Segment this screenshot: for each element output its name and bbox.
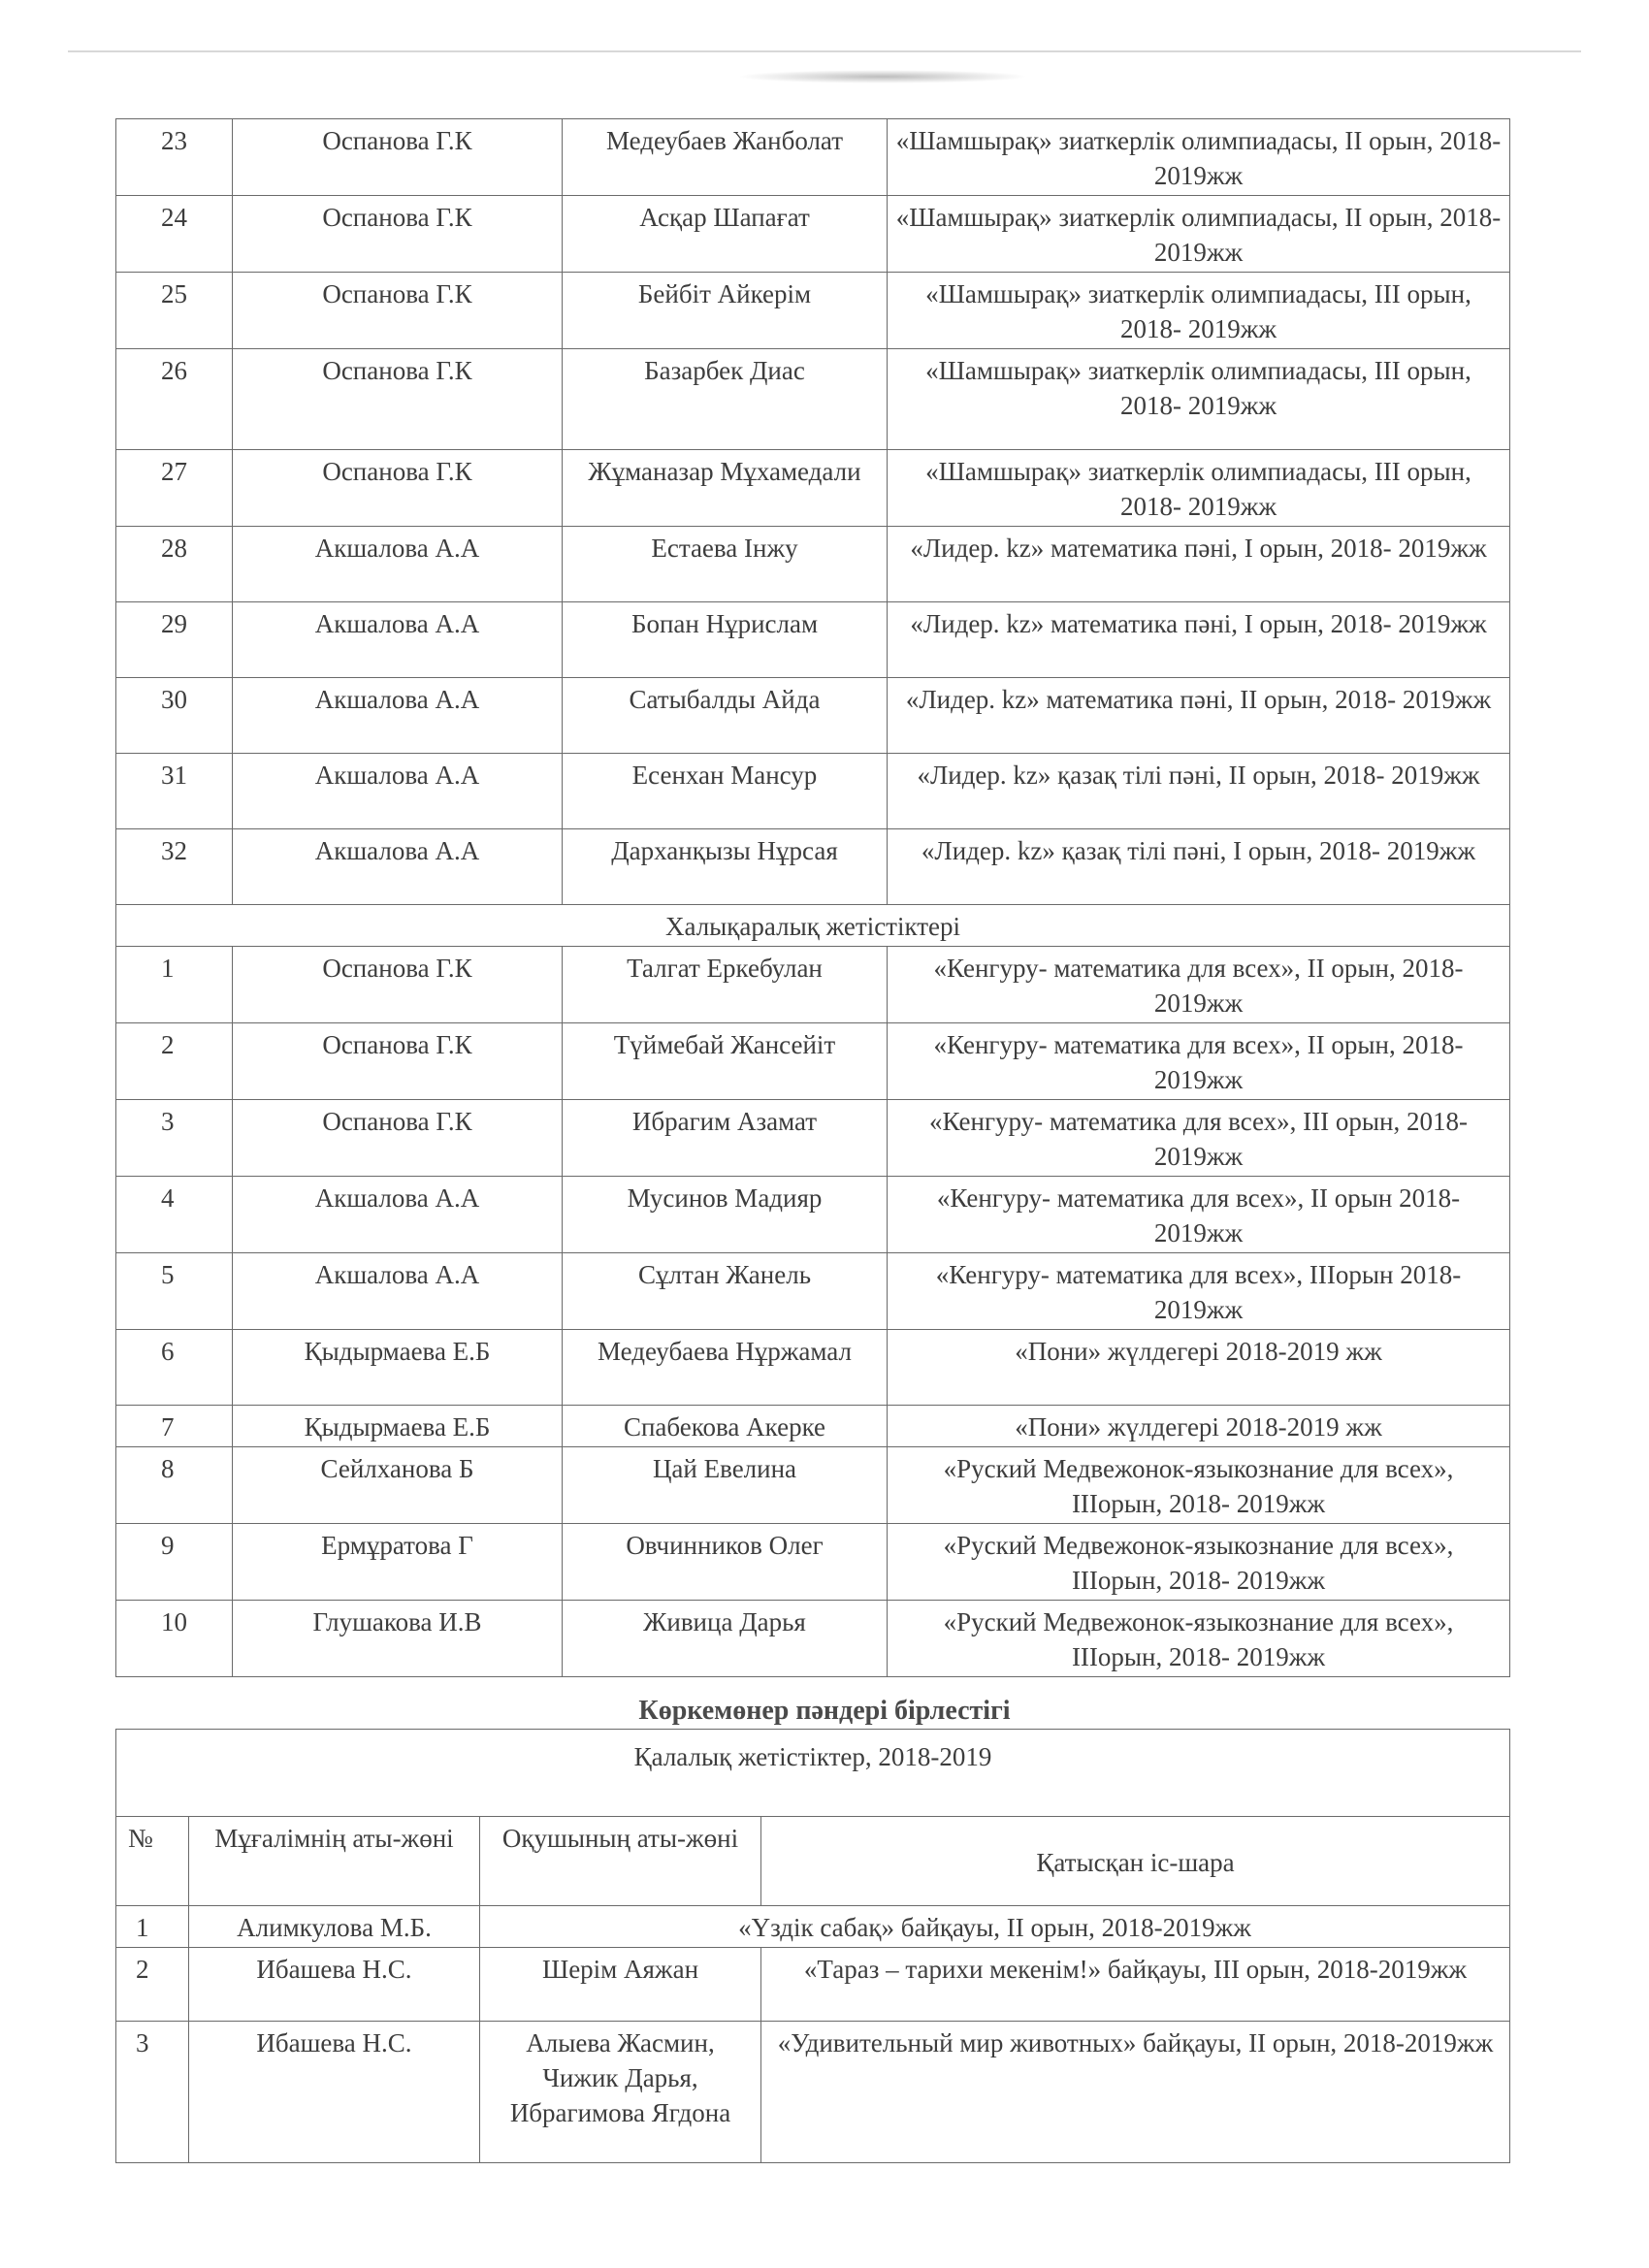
row-event: «Лидер. kz» математика пәні, ІІ орын, 2018- 2019жж: [888, 678, 1510, 754]
table-row: [116, 1447, 1510, 1524]
row-teacher: Акшалова А.А: [233, 1253, 563, 1330]
table-row: [116, 1330, 1510, 1406]
table-row: [116, 2022, 1510, 2163]
row-student: Естаева Інжу: [563, 527, 888, 602]
row-number: 3: [116, 2022, 189, 2163]
row-number: 8: [116, 1447, 233, 1524]
row-number: 25: [116, 273, 233, 349]
row-student: Бопан Нұрислам: [563, 602, 888, 678]
row-teacher: Акшалова А.А: [233, 602, 563, 678]
row-event: «Кенгуру- математика для всех», ІІ орын 2018- 2019жж: [888, 1177, 1510, 1253]
header-teacher: Мұғалімнің аты-жөні: [189, 1817, 480, 1906]
table-row: [116, 1948, 1510, 2022]
row-event: «Лидер. kz» қазақ тілі пәні, І орын, 2018- 2019жж: [888, 829, 1510, 905]
row-teacher: Акшалова А.А: [233, 1177, 563, 1253]
row-event: «Тараз – тарихи мекенім!» байқауы, ІІІ орын, 2018-2019жж: [761, 1948, 1510, 2022]
row-teacher: Оспанова Г.К: [233, 1023, 563, 1100]
art-achievements-table: [115, 1729, 1510, 2163]
table-row: [116, 450, 1510, 527]
row-teacher: Оспанова Г.К: [233, 947, 563, 1023]
row-student: Овчинников Олег: [563, 1524, 888, 1601]
row-teacher: Оспанова Г.К: [233, 119, 563, 196]
row-student: Сатыбалды Айда: [563, 678, 888, 754]
row-student: Есенхан Мансур: [563, 754, 888, 829]
row-number: 6: [116, 1330, 233, 1406]
table-header-row: [116, 1817, 1510, 1906]
row-event: «Шамшырақ» зиаткерлік олимпиадасы, ІІ орын, 2018- 2019жж: [888, 119, 1510, 196]
international-heading: Халықаралық жетістіктері: [116, 905, 1510, 947]
row-event: «Пони» жүлдегері 2018-2019 жж: [888, 1406, 1510, 1447]
row-student: Шерім Аяжан: [480, 1948, 761, 2022]
row-teacher: Қыдырмаева Е.Б: [233, 1406, 563, 1447]
row-number: 31: [116, 754, 233, 829]
row-event: «Шамшырақ» зиаткерлік олимпиадасы, ІІ орын, 2018- 2019жж: [888, 196, 1510, 273]
row-number: 7: [116, 1406, 233, 1447]
scan-artifact-line: [68, 50, 1581, 52]
table-row: [116, 273, 1510, 349]
table-row: [116, 829, 1510, 905]
row-event: «Кенгуру- математика для всех», ІІ орын, 2018- 2019жж: [888, 947, 1510, 1023]
table-row: [116, 1177, 1510, 1253]
row-student: Сұлтан Жанель: [563, 1253, 888, 1330]
row-student: Медеубаев Жанболат: [563, 119, 888, 196]
row-event: «Шамшырақ» зиаткерлік олимпиадасы, ІІІ орын, 2018- 2019жж: [888, 273, 1510, 349]
table-row: [116, 1100, 1510, 1177]
row-student: Медеубаева Нұржамал: [563, 1330, 888, 1406]
row-student: Дарханқызы Нұрсая: [563, 829, 888, 905]
row-teacher: Глушакова И.В: [233, 1601, 563, 1677]
row-student: Мусинов Мадияр: [563, 1177, 888, 1253]
row-number: 24: [116, 196, 233, 273]
row-number: 3: [116, 1100, 233, 1177]
table-row: [116, 196, 1510, 273]
row-student: Живица Дарья: [563, 1601, 888, 1677]
row-event: «Руский Медвежонок-языкознание для всех», ІІІорын, 2018- 2019жж: [888, 1601, 1510, 1677]
row-number: 2: [116, 1948, 189, 2022]
section-title: Көркемөнер пәндері бірлестігі: [638, 1696, 1011, 1726]
row-teacher: Акшалова А.А: [233, 527, 563, 602]
row-teacher: Оспанова Г.К: [233, 1100, 563, 1177]
row-student: Цай Евелина: [563, 1447, 888, 1524]
row-teacher: Акшалова А.А: [233, 754, 563, 829]
table-row: [116, 1023, 1510, 1100]
row-teacher: Оспанова Г.К: [233, 196, 563, 273]
row-number: 30: [116, 678, 233, 754]
row-number: 32: [116, 829, 233, 905]
row-event: «Удивительный мир животных» байқауы, ІІ орын, 2018-2019жж: [761, 2022, 1510, 2163]
row-event: «Лидер. kz» математика пәні, І орын, 2018- 2019жж: [888, 527, 1510, 602]
table-row: [116, 1906, 1510, 1948]
row-number: 2: [116, 1023, 233, 1100]
header-number: №: [116, 1817, 189, 1906]
row-event: «Пони» жүлдегері 2018-2019 жж: [888, 1330, 1510, 1406]
scan-smudge: [737, 70, 1028, 83]
row-number: 27: [116, 450, 233, 527]
table-row: [116, 527, 1510, 602]
row-number: 4: [116, 1177, 233, 1253]
row-number: 5: [116, 1253, 233, 1330]
row-number: 23: [116, 119, 233, 196]
row-event: «Лидер. kz» қазақ тілі пәні, ІІ орын, 2018- 2019жж: [888, 754, 1510, 829]
row-student: Алыева Жасмин, Чижик Дарья, Ибрагимова Ягдона: [480, 2022, 761, 2163]
row-event: «Үздік сабақ» байқауы, ІІ орын, 2018-2019жж: [480, 1906, 1510, 1948]
row-teacher: Ибашева Н.С.: [189, 2022, 480, 2163]
table-heading-row: [116, 1730, 1510, 1817]
row-event: «Кенгуру- математика для всех», ІІІ орын, 2018- 2019жж: [888, 1100, 1510, 1177]
row-teacher: Акшалова А.А: [233, 678, 563, 754]
row-number: 28: [116, 527, 233, 602]
table-row: [116, 678, 1510, 754]
table-row: [116, 349, 1510, 450]
row-number: 1: [116, 947, 233, 1023]
table-row: [116, 1524, 1510, 1601]
row-number: 10: [116, 1601, 233, 1677]
row-number: 9: [116, 1524, 233, 1601]
row-student: Асқар Шапағат: [563, 196, 888, 273]
row-student: Ибрагим Азамат: [563, 1100, 888, 1177]
row-teacher: Ермұратова Г: [233, 1524, 563, 1601]
row-number: 26: [116, 349, 233, 450]
row-teacher: Қыдырмаева Е.Б: [233, 1330, 563, 1406]
table-heading: Қалалық жетістіктер, 2018-2019: [116, 1730, 1510, 1817]
table-row: [116, 947, 1510, 1023]
row-student: Спабекова Акерке: [563, 1406, 888, 1447]
table-row: [116, 754, 1510, 829]
table-row: [116, 1406, 1510, 1447]
row-event: «Шамшырақ» зиаткерлік олимпиадасы, ІІІ орын, 2018- 2019жж: [888, 349, 1510, 450]
row-event: «Шамшырақ» зиаткерлік олимпиадасы, ІІІ орын, 2018- 2019жж: [888, 450, 1510, 527]
row-event: «Руский Медвежонок-языкознание для всех», ІІІорын, 2018- 2019жж: [888, 1447, 1510, 1524]
table-row: [116, 119, 1510, 196]
row-event: «Лидер. kz» математика пәні, І орын, 2018- 2019жж: [888, 602, 1510, 678]
row-event: «Кенгуру- математика для всех», ІІ орын, 2018- 2019жж: [888, 1023, 1510, 1100]
row-student: Түймебай Жансейіт: [563, 1023, 888, 1100]
row-teacher: Ибашева Н.С.: [189, 1948, 480, 2022]
row-teacher: Оспанова Г.К: [233, 273, 563, 349]
table-row: [116, 1253, 1510, 1330]
table-row: [116, 1601, 1510, 1677]
row-teacher: Оспанова Г.К: [233, 450, 563, 527]
table-row: [116, 602, 1510, 678]
achievements-table: [115, 118, 1510, 1677]
achievements-table-body: [116, 119, 1510, 1677]
header-student: Оқушының аты-жөні: [480, 1817, 761, 1906]
section-heading-row: [116, 905, 1510, 947]
row-student: Бейбіт Айкерім: [563, 273, 888, 349]
row-student: Базарбек Диас: [563, 349, 888, 450]
row-event: «Кенгуру- математика для всех», ІІІорын 2018- 2019жж: [888, 1253, 1510, 1330]
row-number: 29: [116, 602, 233, 678]
header-event: Қатысқан іс-шара: [761, 1817, 1510, 1906]
row-teacher: Алимкулова М.Б.: [189, 1906, 480, 1948]
row-student: Жұманазар Мұхамедали: [563, 450, 888, 527]
row-number: 1: [116, 1906, 189, 1948]
row-teacher: Акшалова А.А: [233, 829, 563, 905]
row-teacher: Сейлханова Б: [233, 1447, 563, 1524]
row-teacher: Оспанова Г.К: [233, 349, 563, 450]
row-student: Талгат Еркебулан: [563, 947, 888, 1023]
row-event: «Руский Медвежонок-языкознание для всех», ІІІорын, 2018- 2019жж: [888, 1524, 1510, 1601]
